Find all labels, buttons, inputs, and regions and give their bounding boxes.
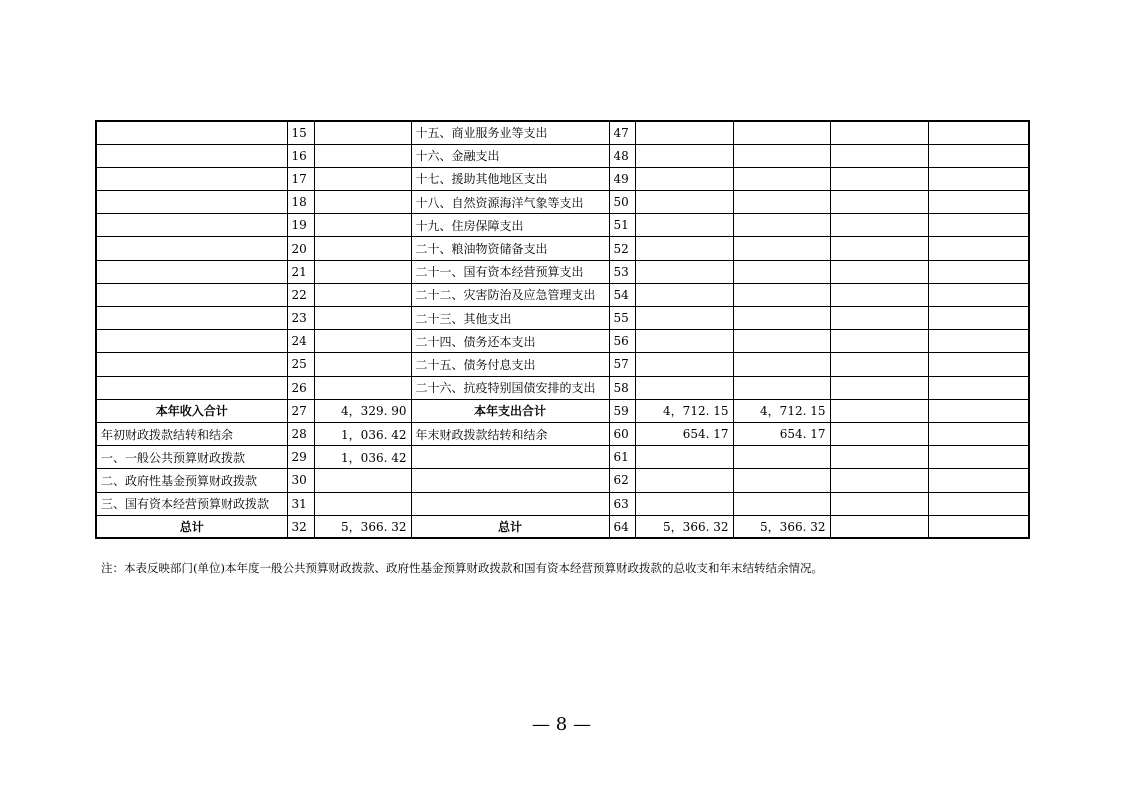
income-seq-cell: 22 (287, 283, 314, 306)
expense-item-cell (411, 492, 609, 515)
expense-item-cell: 二十二、灾害防治及应急管理支出 (411, 283, 609, 306)
table-row (96, 237, 1029, 260)
expense-seq-cell: 57 (609, 353, 635, 376)
income-item-cell: 三、国有资本经营预算财政拨款 (96, 492, 287, 515)
table-row (96, 469, 1029, 492)
general-budget-cell: 654. 17 (733, 422, 830, 445)
income-item-cell (96, 214, 287, 237)
fund-budget-cell (830, 167, 928, 190)
expense-seq-cell: 60 (609, 422, 635, 445)
general-budget-cell (733, 469, 830, 492)
general-budget-cell (733, 121, 830, 144)
expense-item-cell: 总计 (411, 515, 609, 538)
income-seq-cell: 21 (287, 260, 314, 283)
income-item-cell: 一、一般公共预算财政拨款 (96, 446, 287, 469)
income-amount-cell: 5，366. 32 (314, 515, 411, 538)
fund-budget-cell (830, 515, 928, 538)
general-budget-cell (733, 260, 830, 283)
fund-budget-cell (830, 446, 928, 469)
expense-total-cell: 4，712. 15 (635, 399, 733, 422)
expense-total-cell (635, 167, 733, 190)
page-number: — 8 — (532, 714, 591, 735)
income-amount-cell (314, 144, 411, 167)
income-amount-cell (314, 492, 411, 515)
income-seq-cell: 23 (287, 307, 314, 330)
general-budget-cell: 5，366. 32 (733, 515, 830, 538)
expense-item-cell: 十七、援助其他地区支出 (411, 167, 609, 190)
general-budget-cell (733, 283, 830, 306)
expense-total-cell: 654. 17 (635, 422, 733, 445)
state-capital-budget-cell (928, 399, 1029, 422)
general-budget-cell (733, 353, 830, 376)
expense-item-cell: 二十五、债务付息支出 (411, 353, 609, 376)
expense-item-cell: 年末财政拨款结转和结余 (411, 422, 609, 445)
expense-total-cell (635, 144, 733, 167)
fund-budget-cell (830, 191, 928, 214)
expense-total-cell: 5，366. 32 (635, 515, 733, 538)
fund-budget-cell (830, 422, 928, 445)
general-budget-cell (733, 376, 830, 399)
expense-item-cell: 二十四、债务还本支出 (411, 330, 609, 353)
budget-table (95, 120, 1030, 539)
income-amount-cell (314, 260, 411, 283)
expense-total-cell (635, 283, 733, 306)
fund-budget-cell (830, 214, 928, 237)
state-capital-budget-cell (928, 376, 1029, 399)
expense-total-cell (635, 330, 733, 353)
income-item-cell (96, 283, 287, 306)
expense-seq-cell: 52 (609, 237, 635, 260)
table-row (96, 260, 1029, 283)
table-row (96, 353, 1029, 376)
income-item-cell (96, 307, 287, 330)
state-capital-budget-cell (928, 237, 1029, 260)
general-budget-cell (733, 492, 830, 515)
income-amount-cell: 1，036. 42 (314, 446, 411, 469)
table-row (96, 167, 1029, 190)
income-amount-cell (314, 353, 411, 376)
expense-item-cell: 二十一、国有资本经营预算支出 (411, 260, 609, 283)
expense-total-cell (635, 446, 733, 469)
expense-item-cell: 本年支出合计 (411, 399, 609, 422)
income-amount-cell (314, 237, 411, 260)
state-capital-budget-cell (928, 307, 1029, 330)
expense-total-cell (635, 492, 733, 515)
expense-total-cell (635, 260, 733, 283)
expense-total-cell (635, 376, 733, 399)
general-budget-cell (733, 167, 830, 190)
table-row (96, 422, 1029, 445)
expense-item-cell: 十五、商业服务业等支出 (411, 121, 609, 144)
income-seq-cell: 24 (287, 330, 314, 353)
income-amount-cell (314, 191, 411, 214)
income-amount-cell (314, 121, 411, 144)
expense-seq-cell: 54 (609, 283, 635, 306)
income-seq-cell: 17 (287, 167, 314, 190)
income-item-cell (96, 353, 287, 376)
income-seq-cell: 19 (287, 214, 314, 237)
expense-seq-cell: 53 (609, 260, 635, 283)
fund-budget-cell (830, 330, 928, 353)
income-item-cell: 年初财政拨款结转和结余 (96, 422, 287, 445)
state-capital-budget-cell (928, 121, 1029, 144)
expense-item-cell: 十六、金融支出 (411, 144, 609, 167)
income-amount-cell: 4，329. 90 (314, 399, 411, 422)
table-row (96, 399, 1029, 422)
expense-item-cell: 二十三、其他支出 (411, 307, 609, 330)
expense-total-cell (635, 353, 733, 376)
income-seq-cell: 16 (287, 144, 314, 167)
income-item-cell: 本年收入合计 (96, 399, 287, 422)
income-amount-cell (314, 283, 411, 306)
expense-seq-cell: 55 (609, 307, 635, 330)
table-row (96, 330, 1029, 353)
income-amount-cell (314, 167, 411, 190)
table-row (96, 214, 1029, 237)
expense-seq-cell: 64 (609, 515, 635, 538)
state-capital-budget-cell (928, 515, 1029, 538)
general-budget-cell (733, 214, 830, 237)
expense-seq-cell: 51 (609, 214, 635, 237)
fund-budget-cell (830, 121, 928, 144)
fund-budget-cell (830, 376, 928, 399)
income-amount-cell (314, 376, 411, 399)
expense-seq-cell: 56 (609, 330, 635, 353)
expense-seq-cell: 50 (609, 191, 635, 214)
table-row (96, 446, 1029, 469)
expense-seq-cell: 49 (609, 167, 635, 190)
income-amount-cell (314, 469, 411, 492)
expense-item-cell: 十九、住房保障支出 (411, 214, 609, 237)
general-budget-cell (733, 191, 830, 214)
fund-budget-cell (830, 283, 928, 306)
state-capital-budget-cell (928, 330, 1029, 353)
income-item-cell (96, 376, 287, 399)
general-budget-cell (733, 307, 830, 330)
table-row (96, 492, 1029, 515)
expense-item-cell (411, 446, 609, 469)
expense-total-cell (635, 307, 733, 330)
general-budget-cell: 4，712. 15 (733, 399, 830, 422)
expense-seq-cell: 61 (609, 446, 635, 469)
expense-seq-cell: 63 (609, 492, 635, 515)
state-capital-budget-cell (928, 144, 1029, 167)
expense-seq-cell: 62 (609, 469, 635, 492)
income-seq-cell: 27 (287, 399, 314, 422)
table-row (96, 191, 1029, 214)
state-capital-budget-cell (928, 422, 1029, 445)
general-budget-cell (733, 237, 830, 260)
income-seq-cell: 32 (287, 515, 314, 538)
income-seq-cell: 26 (287, 376, 314, 399)
income-item-cell (96, 121, 287, 144)
expense-seq-cell: 47 (609, 121, 635, 144)
expense-item-cell: 十八、自然资源海洋气象等支出 (411, 191, 609, 214)
expense-total-cell (635, 121, 733, 144)
table-row (96, 376, 1029, 399)
expense-seq-cell: 58 (609, 376, 635, 399)
table-row (96, 121, 1029, 144)
income-item-cell (96, 260, 287, 283)
general-budget-cell (733, 144, 830, 167)
income-seq-cell: 30 (287, 469, 314, 492)
expense-item-cell: 二十六、抗疫特别国债安排的支出 (411, 376, 609, 399)
state-capital-budget-cell (928, 446, 1029, 469)
income-amount-cell (314, 307, 411, 330)
table-note: 注：本表反映部门(单位)本年度一般公共预算财政拨款、政府性基金预算财政拨款和国有资本经营预算财政拨款的总收支和年末结转结余情况。 (101, 561, 823, 575)
income-seq-cell: 20 (287, 237, 314, 260)
table-row (96, 144, 1029, 167)
fund-budget-cell (830, 399, 928, 422)
income-amount-cell (314, 330, 411, 353)
income-amount-cell (314, 214, 411, 237)
fund-budget-cell (830, 260, 928, 283)
income-seq-cell: 31 (287, 492, 314, 515)
state-capital-budget-cell (928, 260, 1029, 283)
income-seq-cell: 25 (287, 353, 314, 376)
income-seq-cell: 18 (287, 191, 314, 214)
income-item-cell (96, 237, 287, 260)
income-item-cell (96, 191, 287, 214)
income-seq-cell: 29 (287, 446, 314, 469)
income-item-cell (96, 330, 287, 353)
income-item-cell (96, 144, 287, 167)
expense-seq-cell: 59 (609, 399, 635, 422)
table-row (96, 515, 1029, 538)
fund-budget-cell (830, 353, 928, 376)
state-capital-budget-cell (928, 469, 1029, 492)
income-seq-cell: 15 (287, 121, 314, 144)
expense-item-cell (411, 469, 609, 492)
expense-item-cell: 二十、粮油物资储备支出 (411, 237, 609, 260)
general-budget-cell (733, 330, 830, 353)
income-item-cell: 总计 (96, 515, 287, 538)
income-item-cell (96, 167, 287, 190)
expense-seq-cell: 48 (609, 144, 635, 167)
table-row (96, 283, 1029, 306)
fund-budget-cell (830, 237, 928, 260)
expense-total-cell (635, 237, 733, 260)
state-capital-budget-cell (928, 214, 1029, 237)
fund-budget-cell (830, 144, 928, 167)
expense-total-cell (635, 191, 733, 214)
state-capital-budget-cell (928, 167, 1029, 190)
fund-budget-cell (830, 492, 928, 515)
table-row (96, 307, 1029, 330)
state-capital-budget-cell (928, 492, 1029, 515)
income-amount-cell: 1，036. 42 (314, 422, 411, 445)
fund-budget-cell (830, 469, 928, 492)
state-capital-budget-cell (928, 283, 1029, 306)
expense-total-cell (635, 469, 733, 492)
income-item-cell: 二、政府性基金预算财政拨款 (96, 469, 287, 492)
state-capital-budget-cell (928, 191, 1029, 214)
fund-budget-cell (830, 307, 928, 330)
general-budget-cell (733, 446, 830, 469)
state-capital-budget-cell (928, 353, 1029, 376)
income-seq-cell: 28 (287, 422, 314, 445)
expense-total-cell (635, 214, 733, 237)
